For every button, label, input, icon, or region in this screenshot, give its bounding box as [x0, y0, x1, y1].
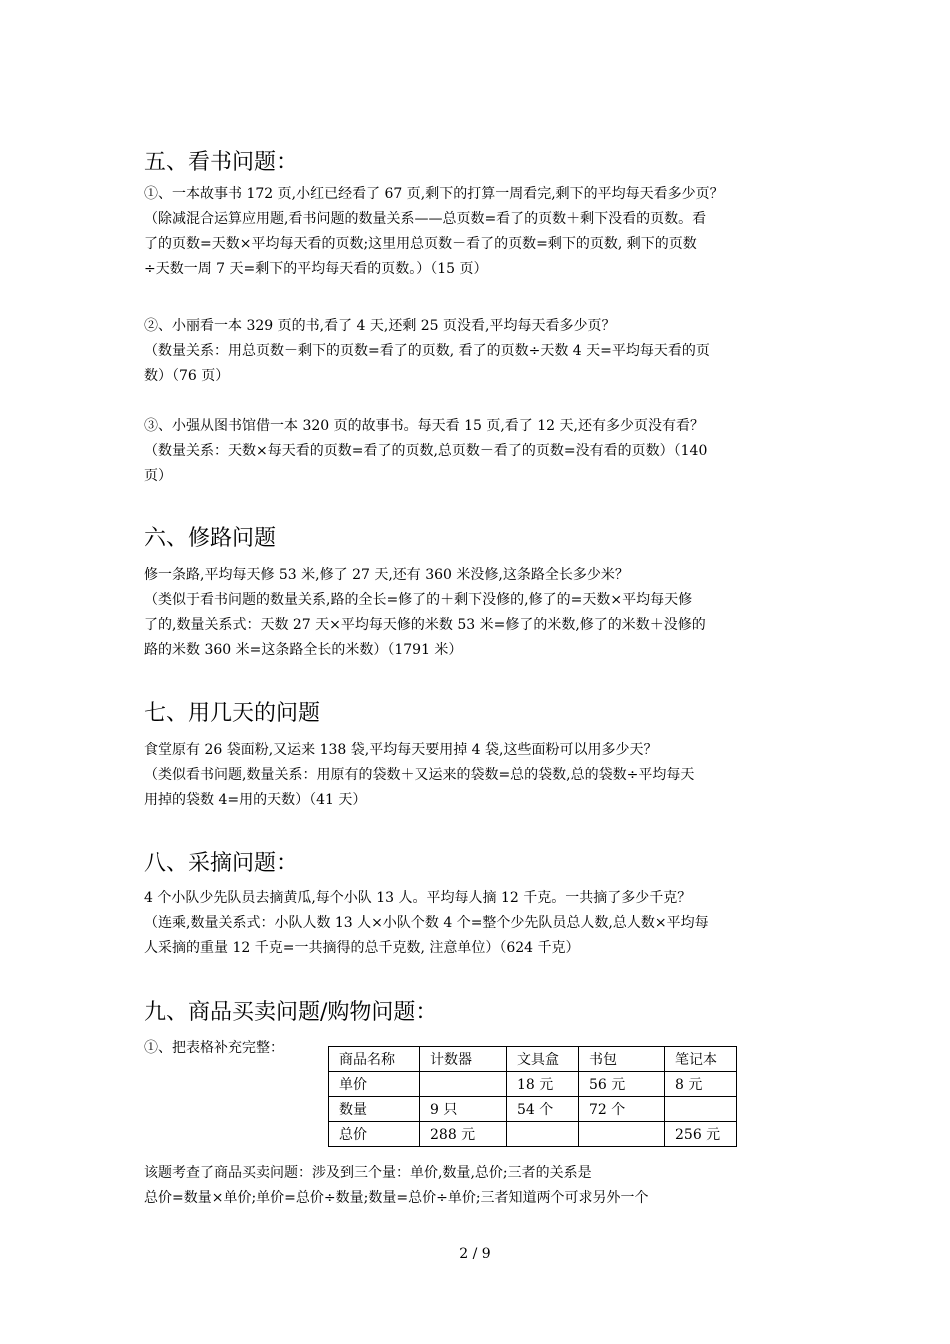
problem-shopping-label: ①、把表格补充完整：: [144, 1040, 284, 1056]
table-cell: [665, 1097, 737, 1122]
table-cell: 9 只: [420, 1097, 507, 1122]
section-heading-shopping: 九、商品买卖问题/购物问题：: [144, 1000, 438, 1025]
section-heading-picking: 八、采摘问题：: [144, 851, 299, 876]
table-cell: 单价: [329, 1072, 420, 1097]
problem-picking-1: 4 个小队少先队员去摘黄瓜,每个小队 13 人。平均每人摘 12 千克。一共摘了多少千克？ （连乘,数量关系式：小队人数 13 人×小队个数 4 个=整个少先队员总人数,总人数×平均每 人采摘的重量 12 千克=一共摘得的总千克数, 注意单位）（624 千克）: [144, 890, 709, 956]
table-row: [329, 1072, 737, 1097]
table-cell: 8 元: [665, 1072, 737, 1097]
table-cell: [507, 1122, 579, 1147]
table-cell: 18 元: [507, 1072, 579, 1097]
problem-road-1: 修一条路,平均每天修 53 米,修了 27 天,还有 360 米没修,这条路全长多少米？ （类似于看书问题的数量关系,路的全长=修了的＋剩下没修的,修了的=天数×平均每天修 了的,数量关系式：天数 27 天×平均每天修的米数 53 米=修了的米数,修了的米数＋没修的 路的米数 360 米=这条路全长的米数）（1791 米）: [144, 567, 706, 658]
table-cell: 54 个: [507, 1097, 579, 1122]
problem-reading-3: ③、小强从图书馆借一本 320 页的故事书。每天看 15 页,看了 12 天,还有多少页没有看？ （数量关系：天数×每天看的页数=看了的页数,总页数－看了的页数=没有看的页数）（140 页）: [144, 418, 708, 484]
table-cell: [579, 1122, 665, 1147]
table-row: [329, 1122, 737, 1147]
table-cell: 56 元: [579, 1072, 665, 1097]
table-cell: 总价: [329, 1122, 420, 1147]
section-heading-days: 七、用几天的问题: [144, 701, 321, 726]
table-cell: 商品名称: [329, 1047, 420, 1072]
table-cell: 笔记本: [665, 1047, 737, 1072]
problem-reading-1: ①、一本故事书 172 页,小红已经看了 67 页,剩下的打算一周看完,剩下的平均每天看多少页？ （除减混合运算应用题,看书问题的数量关系——总页数=看了的页数＋剩下没看的页数。看 了的页数=天数×平均每天看的页数;这里用总页数－看了的页数=剩下的页数, 剩下的页数 ÷天数一周 7 天=剩下的平均每天看的页数。）（15 页）: [144, 186, 724, 277]
table-cell: 数量: [329, 1097, 420, 1122]
table-row: [329, 1097, 737, 1122]
section-heading-reading: 五、看书问题：: [144, 150, 299, 175]
goods-table: [328, 1046, 737, 1147]
section-heading-road: 六、修路问题: [144, 526, 277, 551]
table-cell: 计数器: [420, 1047, 507, 1072]
table-header-row: [329, 1047, 737, 1072]
table-cell: 288 元: [420, 1122, 507, 1147]
table-cell: 文具盒: [507, 1047, 579, 1072]
table-cell: [420, 1072, 507, 1097]
shopping-note: 该题考查了商品买卖问题：涉及到三个量：单价,数量,总价;三者的关系是 总价=数量×单价;单价=总价÷数量;数量=总价÷单价;三者知道两个可求另外一个: [144, 1165, 649, 1206]
problem-reading-2: ②、小丽看一本 329 页的书,看了 4 天,还剩 25 页没看,平均每天看多少页？ （数量关系：用总页数－剩下的页数=看了的页数, 看了的页数÷天数 4 天=平均每天看的页 数）（76 页）: [144, 318, 710, 384]
table-cell: 72 个: [579, 1097, 665, 1122]
table-cell: 256 元: [665, 1122, 737, 1147]
table-cell: 书包: [579, 1047, 665, 1072]
page-number: 2 / 9: [459, 1246, 491, 1262]
problem-days-1: 食堂原有 26 袋面粉,又运来 138 袋,平均每天要用掉 4 袋,这些面粉可以用多少天？ （类似看书问题,数量关系：用原有的袋数＋又运来的袋数=总的袋数,总的袋数÷平均每天 用掉的袋数 4=用的天数）（41 天）: [144, 742, 695, 808]
